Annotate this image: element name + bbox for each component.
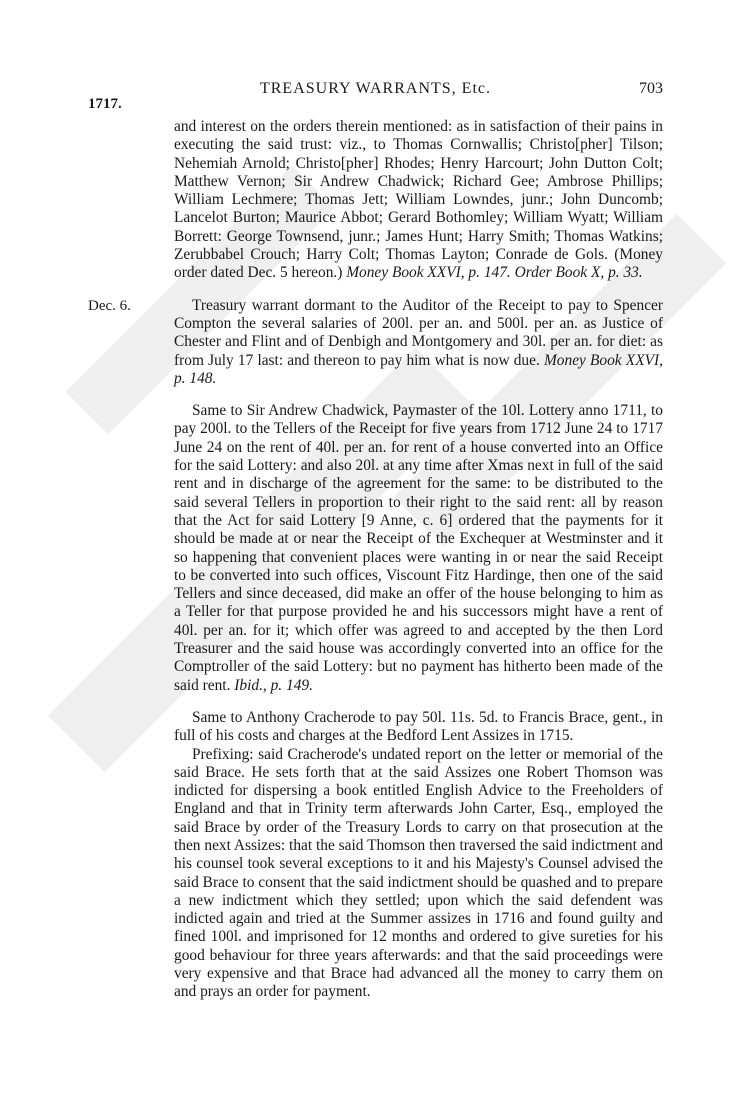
entry-3	[174, 402, 663, 695]
entry-1	[174, 118, 663, 283]
entry-paragraph	[174, 709, 663, 746]
entry-paragraph	[174, 402, 663, 695]
document-body	[88, 118, 663, 1016]
entry-reference: Money Book XXVI, p. 148.	[174, 351, 663, 387]
entry-reference: Ibid., p. 149.	[234, 676, 313, 694]
entry-continuation-text: Prefixing: said Cracherode's undated report on the letter or memorial of the said Brace. He sets forth that at the said Assizes one Robert Thomson was indicted for dispersing a book entitled English Advice to the Freeholders of England and that in Trinity term afterwards John Carter, Esq., employed the said Brace by order of the Treasury Lords to carry on that prosecution at the then next Assizes: that the said Thomson then traversed the said indictment and his counsel took several exceptions to it and his Majesty's Counsel advised the said Brace to consent that the said indictment should be quashed and to prepare a new indictment which they settled; upon which the said defendent was indicted again and tried at the Summer assizes in 1716 and found guilty and fined 100l. and imprisoned for 12 months and ordered to give sureties for his good behaviour for three years afterwards: and that the said proceedings were very expensive and that Brace had advanced all the money to carry them on and prays an order for payment.	[174, 745, 663, 1001]
running-title: TREASURY WARRANTS, Etc.	[259, 80, 491, 97]
entry-text: Treasury warrant dormant to the Auditor of the Receipt to pay to Spencer Compton the several salaries of 200l. per an. and 500l. per an. as Justice of Chester and Flint and of Denbigh and Montgomery and 30l. per an. for diet: as from July 17 last: and thereon to pay him what is now due.	[174, 296, 663, 369]
year-label: 1717.	[88, 96, 122, 112]
page-number: 703	[639, 80, 663, 97]
entry-text: Same to Sir Andrew Chadwick, Paymaster of the 10l. Lottery anno 1711, to pay 200l. to the Tellers of the Receipt for five years from 1712 June 24 to 1717 June 24 on the rent of 40l. per an. for rent of a house converted into an Office for the said Lottery: and also 20l. at any time after Xmas next in full of the said rent and in discharge of the agreement for the same: to be distributed to the said several Tellers in proportion to their right to the said rent: all by reason that the Act for said Lottery [9 Anne, c. 6] ordered that the payments for it should be made at or near the Receipt of the Exchequer at Westminster and it so happening that convenient places were wanting in or near the said Receipt to be converted into such offices, Viscount Fitz Hardinge, then one of the said Tellers and since deceased, did make an offer of the house belonging to him as a Teller for that purpose provided he and his successors might have a rent of 40l. per an. for it; which offer was agreed to and accepted by the then Lord Treasurer and the said house was accordingly converted into an office for the Comptroller of the said Lottery: but no payment has hitherto been made of the said rent.	[174, 402, 663, 694]
entry-4	[174, 709, 663, 1002]
entry-text: and interest on the orders therein mentioned: as in satisfaction of their pains in executing the said trust: viz., to Thomas Cornwallis; Christo[pher] Tilson; Nehemiah Arnold; Christo[pher] Rhodes; Henry Harcourt; John Dutton Colt; Matthew Vernon; Sir Andrew Chadwick; Richard Gee; Ambrose Phillips; William Lechmere; Thomas Jett; William Lowndes, junr.; John Duncomb; Lancelot Burton; Maurice Abbot; Gerard Bothomley; William Wyatt; William Borrett: George Townsend, junr.; James Hunt; Harry Smith; Thomas Watkins; Zerubbabel Crouch; Harry Colt; Thomas Layton; Conrade de Gols. (Money order dated Dec. 5 hereon.)	[174, 118, 663, 282]
entry-2	[88, 296, 663, 388]
entry-text: Same to Anthony Cracherode to pay 50l. 11s. 5d. to Francis Brace, gent., in full of his costs and charges at the Bedford Lent Assizes in 1715.	[174, 708, 663, 745]
entry-reference: Money Book XXVI, p. 147. Order Book X, p. 33.	[346, 264, 643, 282]
entry-paragraph	[174, 118, 663, 283]
entry-paragraph	[174, 297, 663, 388]
entry-continuation	[174, 746, 663, 1002]
page-header	[88, 80, 663, 112]
margin-date: Dec. 6.	[88, 297, 131, 314]
